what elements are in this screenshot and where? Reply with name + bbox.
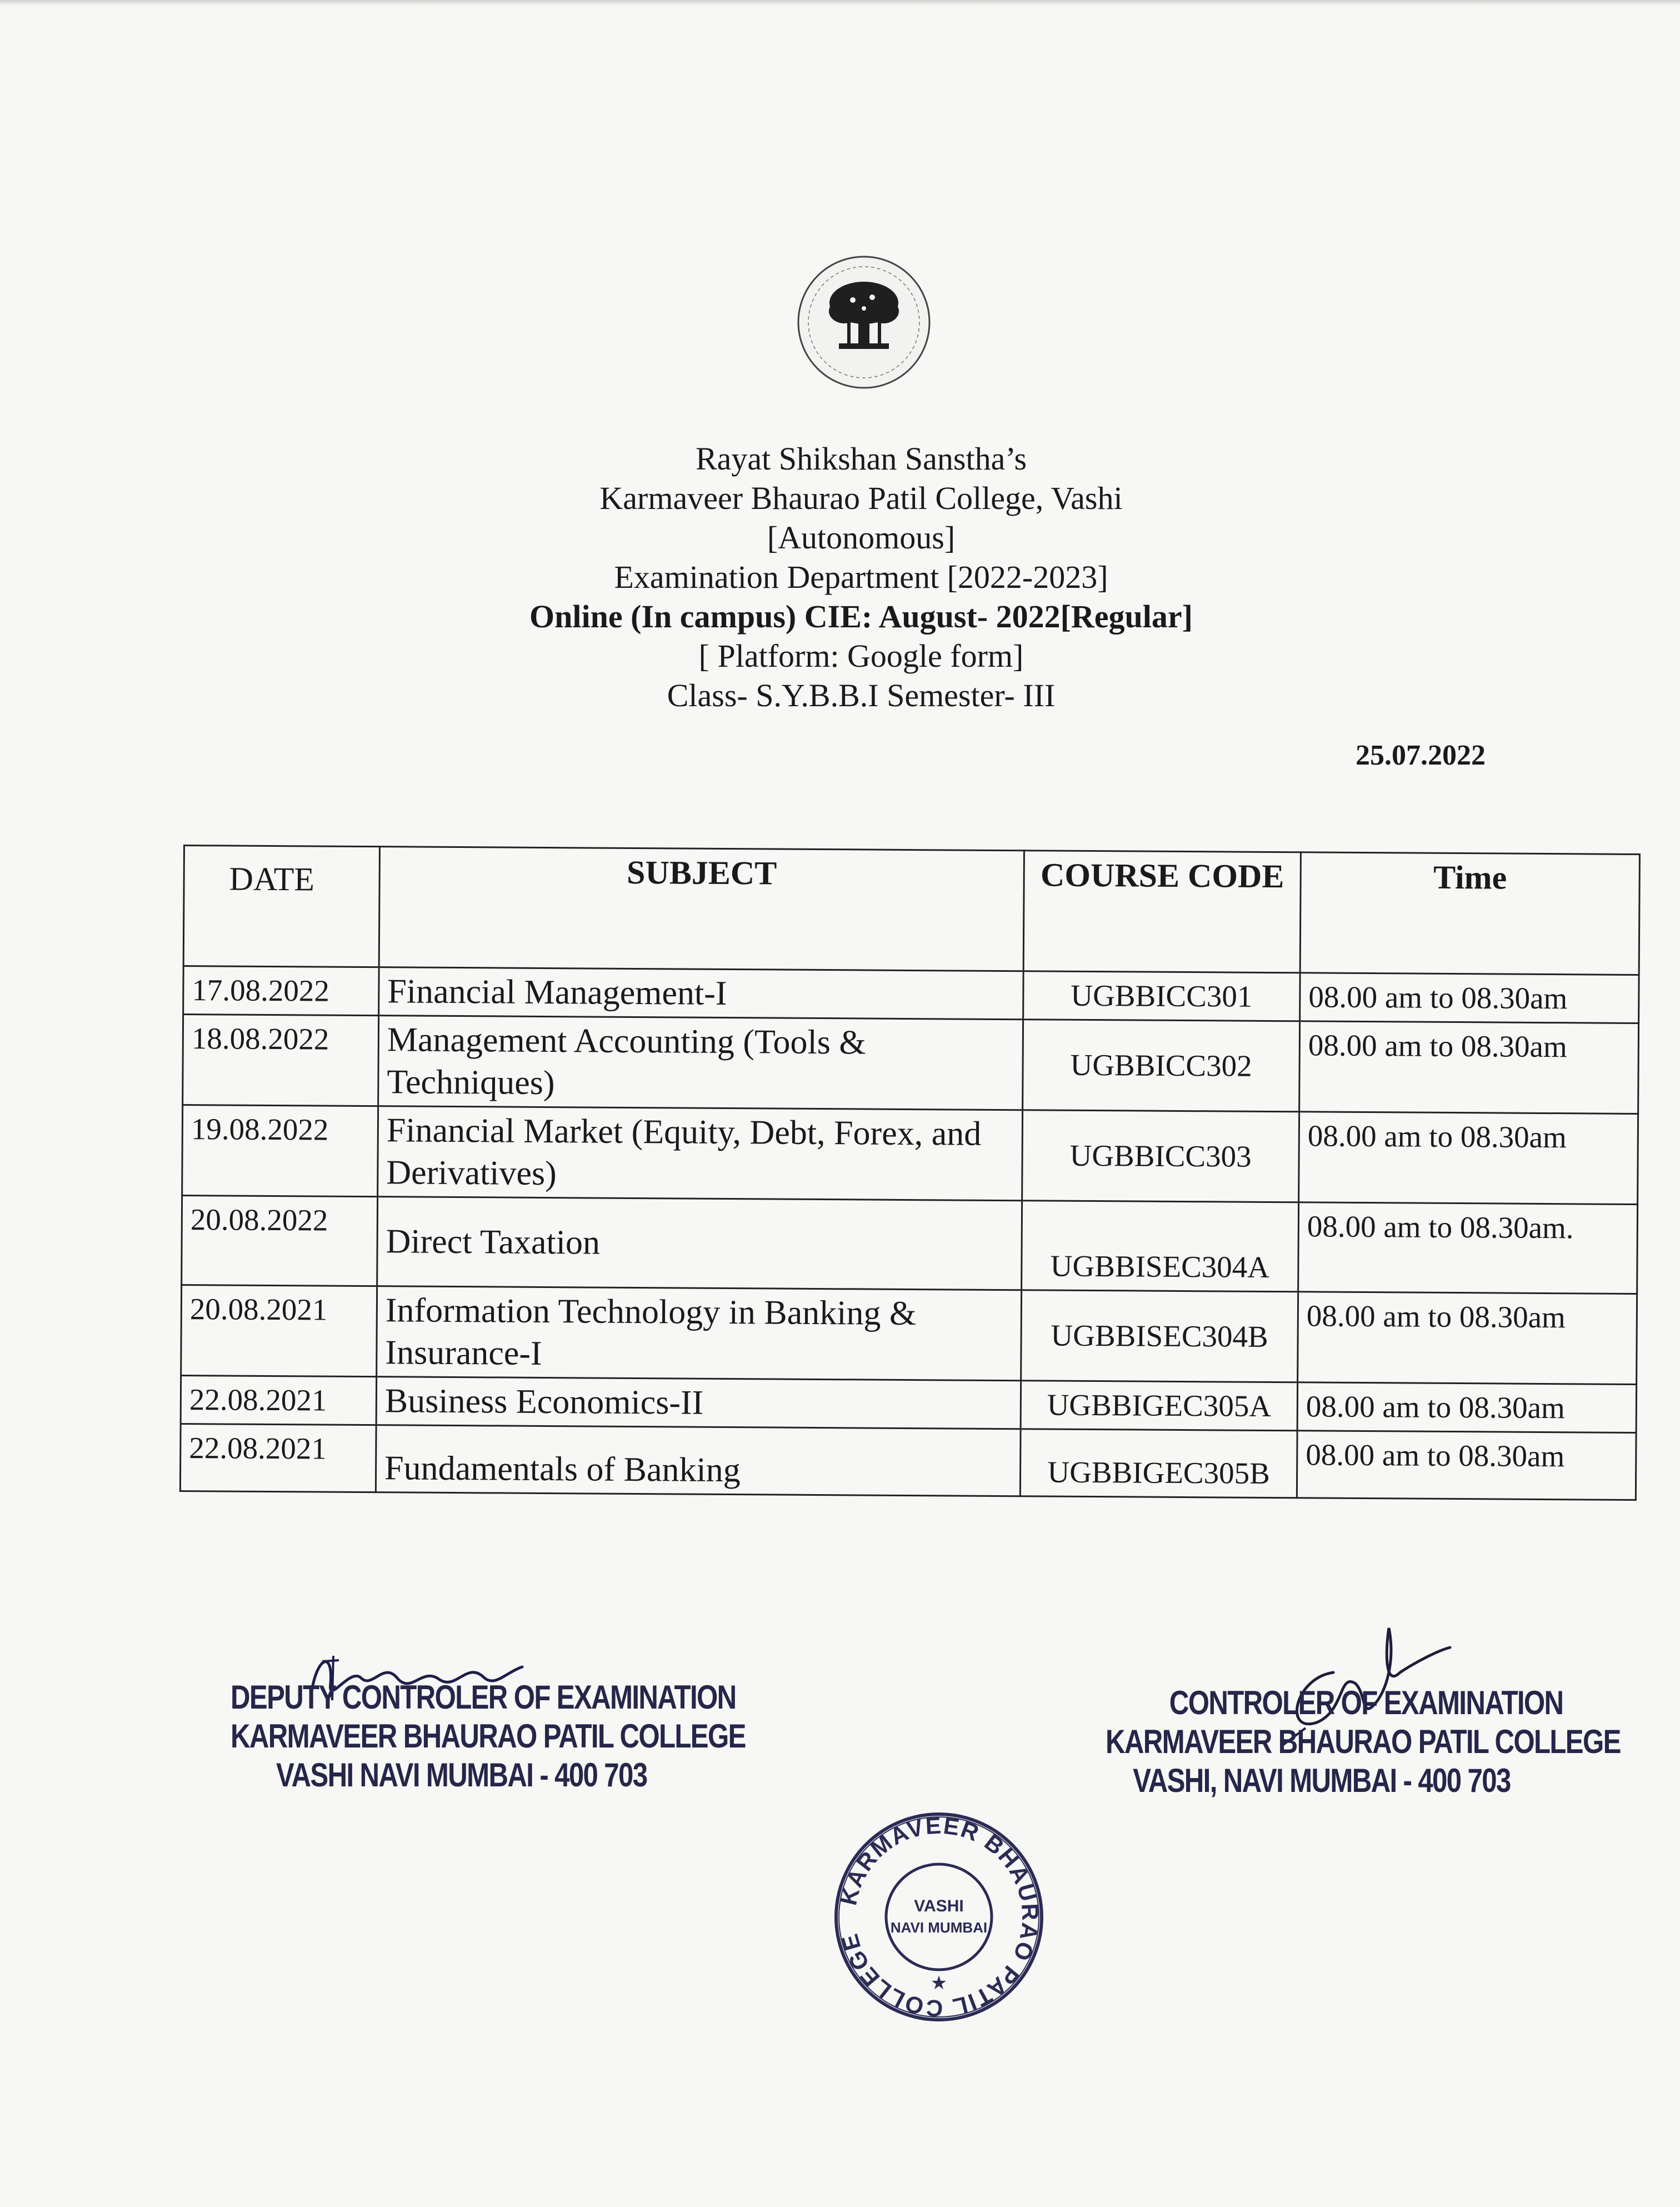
- deputy-controller-stamp: [231, 1678, 775, 1795]
- row-course-code: UGBBISEC304A: [1022, 1201, 1299, 1292]
- row-time: 08.00 am to 08.30am.: [1298, 1202, 1638, 1294]
- college-name: Karmaveer Bhaurao Patil College, Vashi: [599, 480, 1123, 516]
- header-subject: SUBJECT: [379, 847, 1024, 971]
- seal-center-line1: VASHI: [914, 1897, 964, 1915]
- issue-date: 25.07.2022: [1356, 740, 1486, 771]
- row-course-code: UGBBICC302: [1023, 1020, 1300, 1112]
- row-date: 17.08.2022: [183, 966, 379, 1016]
- table-row: [182, 1195, 1638, 1294]
- row-subject: Business Economics-II: [376, 1377, 1021, 1429]
- row-date: 19.08.2022: [182, 1105, 378, 1197]
- row-time: 08.00 am to 08.30am: [1299, 1021, 1639, 1114]
- seal-center-line2: NAVI MUMBAI: [890, 1919, 988, 1936]
- row-time: 08.00 am to 08.30am: [1297, 1382, 1637, 1433]
- row-date: 18.08.2022: [183, 1015, 379, 1106]
- row-course-code: UGBBISEC304B: [1021, 1290, 1298, 1382]
- row-date: 22.08.2021: [180, 1424, 376, 1492]
- row-course-code: UGBBICC303: [1022, 1110, 1299, 1202]
- stamp-line: CONTROLER OF EXAMINATION: [1169, 1684, 1563, 1721]
- college-seal: [822, 1806, 1056, 2028]
- stamp-line: VASHI, NAVI MUMBAI - 400 703: [1133, 1762, 1511, 1799]
- row-time: 08.00 am to 08.30am: [1297, 1431, 1636, 1500]
- table-row: [180, 1424, 1636, 1500]
- header-time: Time: [1300, 852, 1639, 975]
- autonomous-label: [Autonomous]: [767, 520, 956, 556]
- table-row: [183, 966, 1639, 1023]
- stamp-line: KARMAVEER BHAURAO PATIL COLLEGE: [1106, 1723, 1621, 1760]
- seal-star-icon: ★: [930, 1973, 948, 1994]
- exam-title: Online (In campus) CIE: August- 2022[Regular]: [529, 598, 1193, 635]
- header-date: DATE: [183, 846, 379, 967]
- table-header-row: [183, 846, 1639, 975]
- row-time: 08.00 am to 08.30am: [1299, 1112, 1638, 1205]
- row-subject: Fundamentals of Banking: [376, 1425, 1021, 1496]
- row-date: 20.08.2022: [182, 1195, 378, 1286]
- row-date: 20.08.2021: [181, 1285, 377, 1376]
- table-row: [181, 1285, 1637, 1384]
- stamp-line: VASHI NAVI MUMBAI - 400 703: [276, 1756, 647, 1794]
- stamp-line: KARMAVEER BHAURAO PATIL COLLEGE: [231, 1717, 746, 1755]
- controller-stamp: [1106, 1684, 1628, 1800]
- table-row: [183, 1015, 1639, 1114]
- row-subject: Financial Market (Equity, Debt, Forex, and Derivatives): [378, 1106, 1023, 1201]
- row-subject: Management Accounting (Tools & Techniques): [378, 1016, 1023, 1110]
- row-date: 22.08.2021: [181, 1375, 377, 1425]
- table-row: [182, 1105, 1638, 1205]
- row-subject: Financial Management-I: [379, 967, 1024, 1020]
- platform-line: [ Platform: Google form]: [698, 638, 1024, 674]
- stamp-line: DEPUTY CONTROLER OF EXAMINATION: [231, 1679, 736, 1716]
- row-course-code: UGBBIGEC305A: [1021, 1381, 1298, 1431]
- row-time: 08.00 am to 08.30am: [1298, 1292, 1637, 1385]
- sanstha-name: Rayat Shikshan Sanstha’s: [695, 441, 1027, 477]
- row-course-code: UGBBICC301: [1023, 971, 1301, 1021]
- exam-timetable: [179, 845, 1641, 1501]
- class-line: Class- S.Y.B.B.I Semester- III: [667, 677, 1056, 713]
- row-subject: Direct Taxation: [377, 1197, 1022, 1290]
- row-course-code: UGBBIGEC305B: [1020, 1429, 1297, 1498]
- institution-logo: [789, 244, 939, 406]
- seal-ring-text: KARMAVEER BHAURAO PATIL COLLEGE: [835, 1812, 1044, 2022]
- document-header: [389, 439, 1333, 715]
- row-subject: Information Technology in Banking & Insurance-I: [377, 1286, 1022, 1381]
- department-line: Examination Department [2022-2023]: [614, 559, 1108, 595]
- scan-edge: [0, 0, 1680, 6]
- table-row: [181, 1375, 1636, 1432]
- header-course-code: COURSE CODE: [1023, 851, 1301, 973]
- row-time: 08.00 am to 08.30am: [1300, 973, 1639, 1023]
